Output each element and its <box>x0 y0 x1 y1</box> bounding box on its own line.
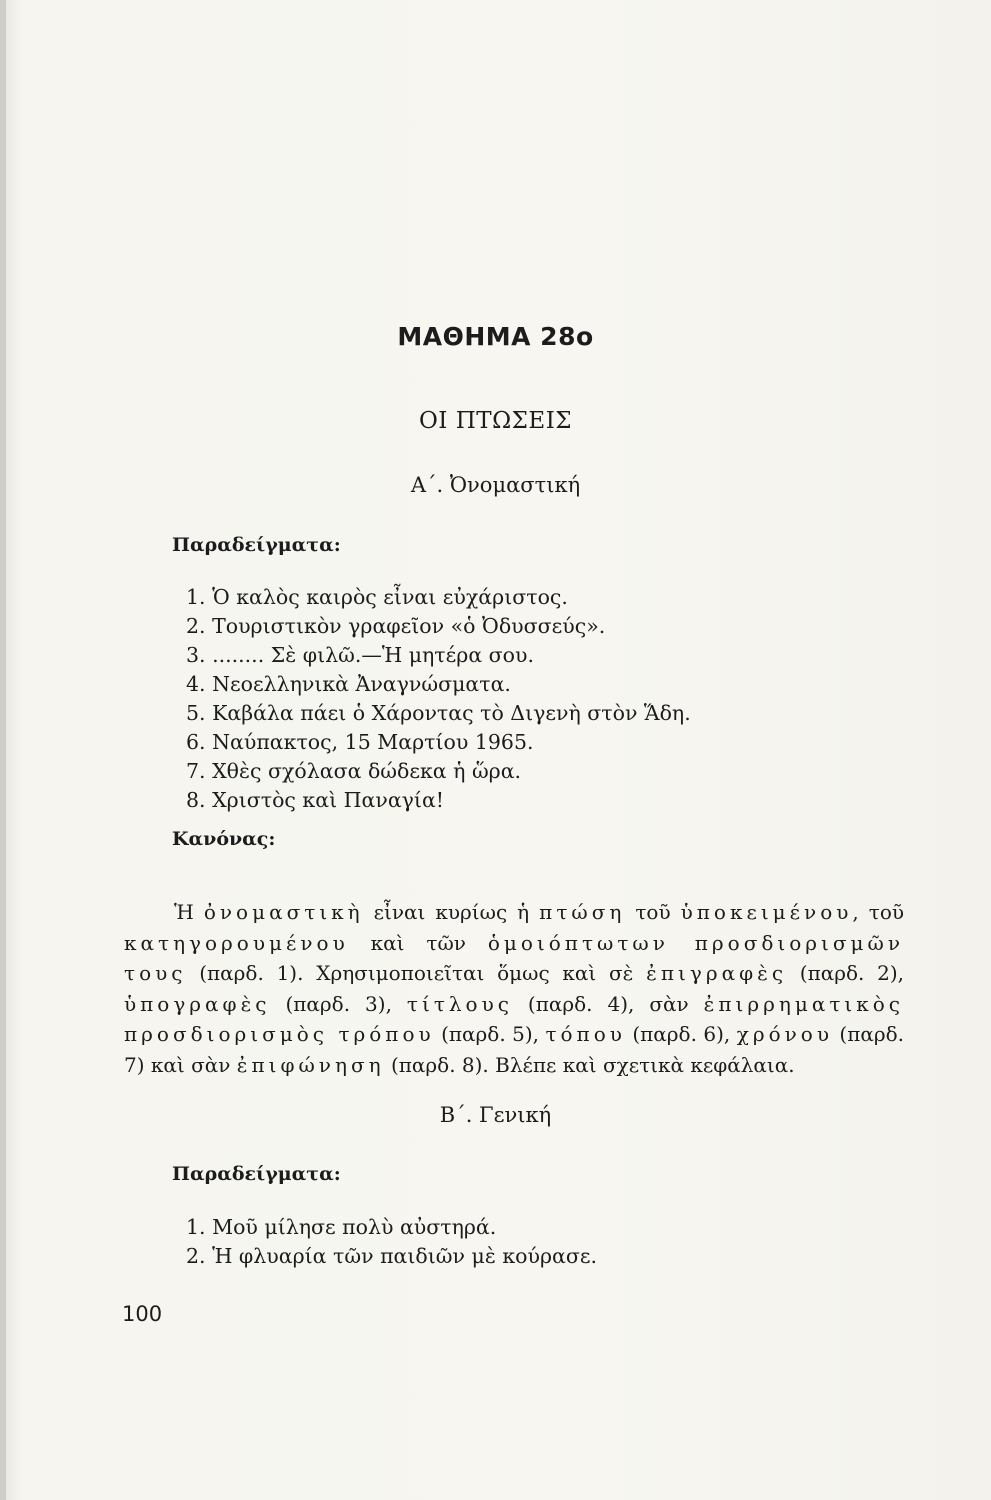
section-b-examples-list <box>186 1213 597 1271</box>
rule-spaced-term: τίτλους <box>406 991 513 1016</box>
rule-text: (παρδ. 3), <box>285 991 392 1016</box>
section-b-heading: Β΄. Γενική <box>439 1103 552 1127</box>
section-b-examples-label: Παραδείγματα: <box>172 1163 341 1185</box>
rule-text: Ἡ <box>174 900 194 924</box>
rule-text: καὶ τῶν <box>370 930 466 955</box>
rule-spaced-term: χρόνου <box>736 1022 833 1046</box>
rule-text: (παρδ. 4), σὰν <box>527 991 689 1016</box>
rule-text: (παρδ. 5), <box>441 1022 540 1046</box>
section-a-examples-list <box>186 583 691 815</box>
list-item: 7. Χθὲς σχόλασα δώδεκα ἡ ὥρα. <box>186 759 522 783</box>
rule-spaced-term: πτώση <box>539 900 626 924</box>
rule-spaced-term: ἐπιγραφὲς <box>646 961 788 985</box>
rule-spaced-term: ὀνομαστικὴ <box>203 900 364 924</box>
rule-spaced-term: ἐπιρρηματικὸς προσδιορισμὸς τρόπου <box>124 991 905 1046</box>
list-item: 4. Νεοελληνικὰ Ἀναγνώσματα. <box>186 672 511 696</box>
rule-spaced-term: κατηγορουμένου <box>124 930 349 955</box>
list-item: 2. Τουριστικὸν γραφεῖον «ὁ Ὀδυσσεύς». <box>186 614 606 638</box>
rule-spaced-term: ὁμοιόπτωτων προσδιορισμῶν τους <box>124 930 904 985</box>
rule-spaced-term: τόπου <box>545 1022 626 1046</box>
page-spine-shadow <box>0 0 6 1500</box>
rule-paragraph <box>124 897 904 1080</box>
rule-text: (παρδ. 6), <box>632 1022 731 1046</box>
rule-text: (παρδ. 8). Βλέπε καὶ σχετικὰ κεφάλαια. <box>390 1052 795 1077</box>
list-item: 5. Καβάλα πάει ὁ Χάροντας τὸ Διγενὴ στὸν Ἅδη. <box>186 701 691 725</box>
page-number: 100 <box>122 1302 163 1326</box>
rule-label: Κανόνας: <box>172 828 276 850</box>
list-item: 3. ........ Σὲ φιλῶ.—Ἡ μητέρα σου. <box>186 643 534 667</box>
list-item: 1. Μοῦ μίλησε πολὺ αὐστηρά. <box>186 1215 497 1239</box>
list-item: 8. Χριστὸς καὶ Παναγία! <box>186 788 445 812</box>
section-a-heading: Α΄. Ὀνομαστική <box>410 473 581 497</box>
rule-text: (παρδ. 1). Χρησιμοποιεῖται ὅμως καὶ σὲ <box>199 961 634 985</box>
list-item: 6. Ναύπακτος, 15 Μαρτίου 1965. <box>186 730 534 754</box>
list-item: 2. Ἡ φλυαρία τῶν παιδιῶν μὲ κούρασε. <box>186 1244 597 1268</box>
rule-spaced-term: ἐπιφώνηση <box>236 1052 385 1077</box>
rule-text: (παρδ. 7) καὶ σὰν <box>124 1022 905 1077</box>
rule-text: εἶναι κυρίως ἡ <box>373 900 530 924</box>
chapter-title: ΟΙ ΠΤΩΣΕΙΣ <box>418 408 573 434</box>
rule-text: τοῦ <box>635 900 671 924</box>
rule-text: (παρδ. 2), <box>799 961 905 985</box>
section-a-examples-label: Παραδείγματα: <box>172 534 341 556</box>
rule-spaced-term: ὑπογραφὲς <box>124 991 271 1016</box>
list-item: 1. Ὁ καλὸς καιρὸς εἶναι εὐχάριστος. <box>186 585 568 609</box>
lesson-title: ΜΑΘΗΜΑ 28ο <box>397 322 594 351</box>
rule-text: , τοῦ <box>852 900 905 924</box>
rule-spaced-term: ὑποκειμένου <box>680 900 853 924</box>
